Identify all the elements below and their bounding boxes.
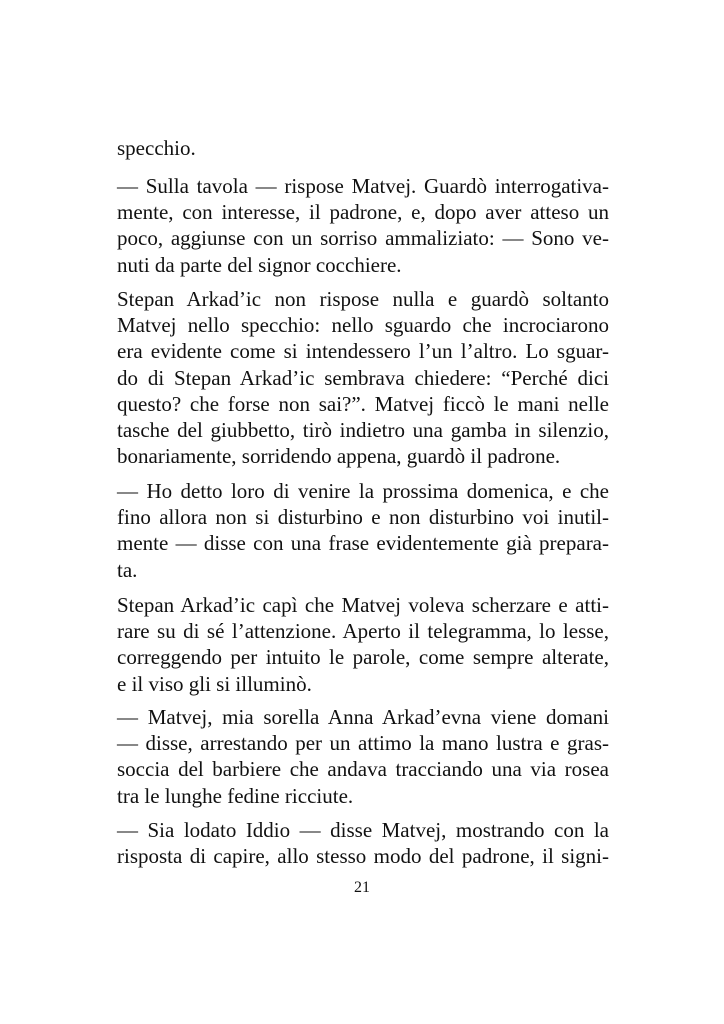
text-line: Stepan Arkad’ic non rispose nulla e guardò soltanto [117,287,609,311]
text-line: — disse, arrestando per un attimo la mano lustra e gras- [117,731,609,756]
paragraph-3 [117,286,609,469]
text-line: — Sia lodato Iddio — disse Matvej, mostrando con la [117,818,609,842]
text-line: risposta di capire, allo stesso modo del padrone, il signi- [117,844,609,869]
text-line: tra le lunghe fedine ricciute. [117,783,354,808]
text-line: questo? che forse non sai?”. Matvej ficcò le mani nelle [117,391,609,416]
text-line: mente — disse con una frase evidentemente già prepara- [117,531,609,556]
text-line: rare su di sé l’attenzione. Aperto il telegramma, lo lesse, [117,619,609,644]
text-line: soccia del barbiere che andava tracciando una via rosea [117,757,609,782]
page-number: 21 [354,879,370,896]
paragraph-5 [117,592,609,697]
text-line: tasche del giubbetto, tirò indietro una gamba in silenzio, [117,417,609,442]
paragraph-1 [117,135,609,161]
text-line: — Ho detto loro di venire la prossima domenica, e che [117,479,609,503]
text-line: ta. [117,557,138,582]
text-line: correggendo per intuito le parole, come sempre alterate, [117,645,609,670]
text-line: — Matvej, mia sorella Anna Arkad’evna viene domani [117,705,609,729]
text-line: fino allora non si disturbino e non disturbino voi inutil- [117,505,609,530]
text-line: mente, con interesse, il padrone, e, dopo aver atteso un [117,200,609,225]
text-line: Stepan Arkad’ic capì che Matvej voleva scherzare e atti- [117,593,609,617]
paragraph-7 [117,817,609,869]
text-line: do di Stepan Arkad’ic sembrava chiedere: “Perché dici [117,365,609,390]
text-line: era evidente come si intendessero l’un l’altro. Lo sguar- [117,339,609,364]
text-line: bonariamente, sorridendo appena, guardò il padrone. [117,444,561,469]
paragraph-2 [117,173,609,278]
text-line: poco, aggiunse con un sorriso ammaliziato: — Sono ve- [117,226,609,251]
paragraph-6 [117,704,609,809]
text-line: Matvej nello specchio: nello sguardo che incrociarono [117,313,609,338]
text-line: e il viso gli si illuminò. [117,671,312,696]
text-line: nuti da parte del signor cocchiere. [117,252,402,277]
text-line: specchio. [117,136,196,160]
paragraph-4 [117,478,609,583]
text-line: — Sulla tavola — rispose Matvej. Guardò interrogativa- [117,174,609,198]
